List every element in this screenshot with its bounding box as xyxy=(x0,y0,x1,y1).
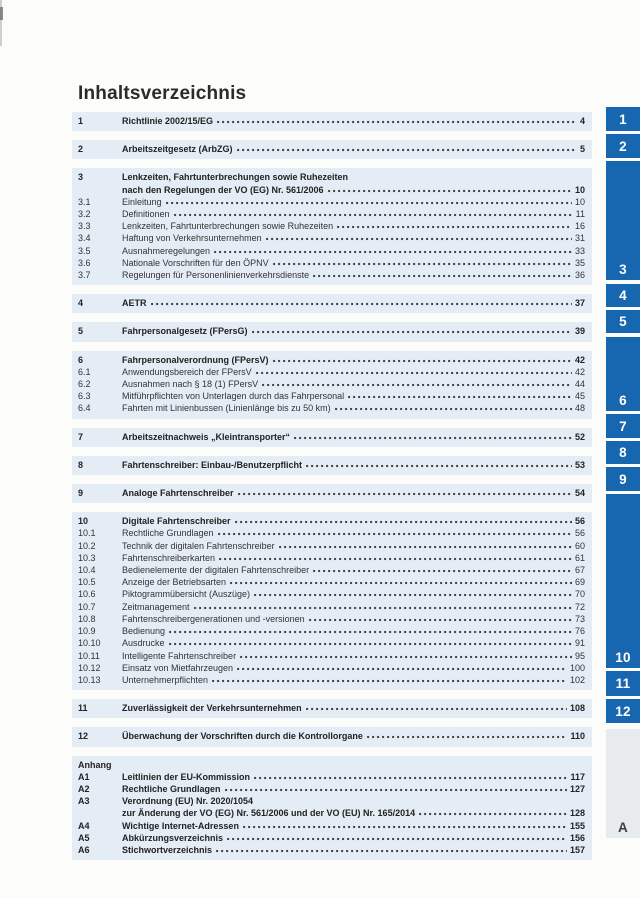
entry-number: 3.4 xyxy=(78,233,91,244)
entry-title: Lenkzeiten, Fahrtunterbrechungen sowie Ruhezeiten xyxy=(122,172,349,183)
toc-entry xyxy=(78,613,585,625)
dot-leader xyxy=(212,674,567,683)
entry-number: 10 xyxy=(78,516,89,527)
toc-entry xyxy=(78,171,585,183)
thumb-tab-7: 7 xyxy=(606,414,640,438)
dot-leader xyxy=(337,220,572,229)
toc-entry xyxy=(78,354,585,366)
toc-entry xyxy=(78,366,585,378)
entry-number: 12 xyxy=(78,731,89,742)
entry-title: Technik der digitalen Fahrtenschreiber xyxy=(122,540,275,551)
entry-title: Haftung von Verkehrsunternehmen xyxy=(122,233,262,244)
thumb-tab-3: 3 xyxy=(606,161,640,280)
entry-page-number: 127 xyxy=(569,783,585,794)
toc-entry xyxy=(78,820,585,832)
dot-leader xyxy=(254,771,567,780)
entry-page-number: 60 xyxy=(574,540,585,551)
entry-title: Bedienelemente der digitalen Fahrtenschreiber xyxy=(122,565,310,576)
entry-number: A3 xyxy=(78,796,90,807)
entry-page-number: 56 xyxy=(574,528,585,539)
dot-leader xyxy=(225,783,567,792)
dot-leader xyxy=(238,487,572,496)
entry-title: Piktogrammübersicht (Auszüge) xyxy=(122,589,251,600)
toc-group xyxy=(72,322,592,341)
entry-page-number: 10 xyxy=(574,184,585,195)
entry-page-number: 157 xyxy=(569,844,585,855)
toc-entry xyxy=(78,515,585,527)
toc-group xyxy=(72,512,592,690)
entry-title: Leitlinien der EU-Kommission xyxy=(122,771,251,782)
entry-title: Fahrtenschreibergenerationen und -versionen xyxy=(122,613,305,624)
toc-entry xyxy=(78,431,585,443)
entry-number: 10.8 xyxy=(78,613,96,624)
thumb-tab-9: 9 xyxy=(606,467,640,491)
entry-title: Ausnahmen nach § 18 (1) FPersV xyxy=(122,379,259,390)
toc-group xyxy=(72,727,592,746)
entry-page-number: 108 xyxy=(569,703,585,714)
entry-number: 10.2 xyxy=(78,540,96,551)
entry-number: 10.3 xyxy=(78,552,96,563)
entry-title: Anzeige der Betriebsarten xyxy=(122,577,227,588)
entry-title: Mitführpflichten von Unterlagen durch das Fahrpersonal xyxy=(122,391,345,402)
entry-page-number: 72 xyxy=(574,601,585,612)
dot-leader xyxy=(214,245,572,254)
section-heading-label: Anhang xyxy=(78,759,112,770)
entry-number: 6.2 xyxy=(78,379,91,390)
entry-title: Intelligente Fahrtenschreiber xyxy=(122,650,237,661)
entry-page-number: 39 xyxy=(574,326,585,337)
entry-title: AETR xyxy=(122,298,147,309)
entry-title: Digitale Fahrtenschreiber xyxy=(122,516,231,527)
entry-page-number: 45 xyxy=(574,391,585,402)
dot-leader xyxy=(169,625,572,634)
entry-title: Fahrtenschreiber: Einbau-/Benutzerpflicht xyxy=(122,459,303,470)
toc-entry xyxy=(78,662,585,674)
thumb-tab-A: A xyxy=(606,729,640,838)
thumb-tab-10: 10 xyxy=(606,494,640,668)
entry-number: A1 xyxy=(78,771,90,782)
toc-group xyxy=(72,484,592,503)
toc-entry xyxy=(78,184,585,196)
entry-number: 3.3 xyxy=(78,221,91,232)
toc-group xyxy=(72,756,592,861)
dot-leader xyxy=(216,844,567,853)
entry-page-number: 36 xyxy=(574,270,585,281)
dot-leader xyxy=(266,232,572,241)
entry-page-number: 69 xyxy=(574,577,585,588)
toc-entry xyxy=(78,220,585,232)
dot-leader xyxy=(254,588,572,597)
dot-leader xyxy=(294,431,572,440)
entry-page-number: 4 xyxy=(579,116,585,126)
entry-number: 10.12 xyxy=(78,662,101,673)
toc-entry xyxy=(78,637,585,649)
entry-title: Fahrtenschreiberkarten xyxy=(122,552,216,563)
dot-leader xyxy=(367,730,568,739)
dot-leader xyxy=(309,613,572,622)
entry-number: 3.7 xyxy=(78,270,91,281)
entry-title: Fahrpersonalverordnung (FPersV) xyxy=(122,354,269,365)
entry-page-number: 42 xyxy=(574,354,585,365)
toc-entry xyxy=(78,196,585,208)
entry-number: 10.4 xyxy=(78,565,96,576)
toc-entry xyxy=(78,402,585,414)
dot-leader xyxy=(306,702,567,711)
entry-number: 10.1 xyxy=(78,528,96,539)
toc-entry xyxy=(78,378,585,390)
entry-page-number: 102 xyxy=(569,674,585,685)
dot-leader xyxy=(348,390,572,399)
dot-leader xyxy=(243,820,567,829)
entry-title: Fahrpersonalgesetz (FPersG) xyxy=(122,326,248,337)
toc-entry xyxy=(78,297,585,309)
dot-leader xyxy=(273,354,572,363)
dot-leader xyxy=(151,297,572,306)
entry-page-number: 61 xyxy=(574,552,585,563)
entry-title: Fahrten mit Linienbussen (Linienlänge bis zu 50 km) xyxy=(122,403,331,414)
entry-number: 10.10 xyxy=(78,638,101,649)
entry-title: Rechtliche Grundlagen xyxy=(122,783,221,794)
entry-page-number: 16 xyxy=(574,221,585,232)
toc-entry xyxy=(78,625,585,637)
toc-group xyxy=(72,112,592,131)
entry-page-number: 155 xyxy=(569,820,585,831)
table-of-contents xyxy=(72,112,592,860)
toc-entry xyxy=(78,730,585,742)
dot-leader xyxy=(169,637,572,646)
entry-page-number: 110 xyxy=(570,731,585,742)
entry-number: 6 xyxy=(78,354,84,365)
entry-number: 10.5 xyxy=(78,577,96,588)
dot-leader xyxy=(235,515,572,524)
dot-leader xyxy=(194,601,572,610)
entry-number: 3.2 xyxy=(78,209,91,220)
toc-entry xyxy=(78,325,585,337)
entry-title: Einleitung xyxy=(122,196,162,207)
dot-leader xyxy=(240,650,572,659)
entry-number: 6.1 xyxy=(78,366,91,377)
thumb-tab-4: 4 xyxy=(606,284,640,307)
entry-page-number: 42 xyxy=(574,366,585,377)
toc-entry xyxy=(78,601,585,613)
entry-page-number: 128 xyxy=(569,808,585,819)
entry-number: 7 xyxy=(78,431,84,442)
dot-leader xyxy=(219,552,572,561)
thumb-tab-11: 11 xyxy=(606,671,640,696)
entry-title: Wichtige Internet-Adressen xyxy=(122,820,239,831)
toc-group xyxy=(72,140,592,159)
entry-title: Nationale Vorschriften für den ÖPNV xyxy=(122,257,269,268)
entry-page-number: 70 xyxy=(574,589,585,600)
entry-number: A6 xyxy=(78,844,90,855)
dot-leader xyxy=(252,325,572,334)
toc-section-heading xyxy=(78,759,585,771)
entry-title: Arbeitszeitnachweis „Kleintransporter“ xyxy=(122,431,291,442)
entry-page-number: 76 xyxy=(574,626,585,637)
entry-title: Regelungen für Personenlinienverkehrsdienste xyxy=(122,270,310,281)
toc-group xyxy=(72,351,592,419)
toc-group xyxy=(72,294,592,313)
entry-page-number: 91 xyxy=(574,638,585,649)
entry-page-number: 56 xyxy=(574,516,585,527)
entry-title: Definitionen xyxy=(122,209,170,220)
toc-entry xyxy=(78,540,585,552)
dot-leader xyxy=(328,184,572,193)
toc-entry xyxy=(78,208,585,220)
entry-title: Bedienung xyxy=(122,626,166,637)
entry-number: 3.1 xyxy=(78,196,91,207)
toc-entry xyxy=(78,552,585,564)
dot-leader xyxy=(313,269,572,278)
thumb-tab-8: 8 xyxy=(606,441,640,464)
thumb-tab-2: 2 xyxy=(606,134,640,158)
dot-leader xyxy=(279,540,572,549)
entry-number: 10.7 xyxy=(78,601,96,612)
toc-entry xyxy=(78,257,585,269)
toc-entry xyxy=(78,783,585,795)
scan-smudge xyxy=(0,7,3,20)
entry-page-number: 117 xyxy=(570,771,585,782)
entry-number: 3.6 xyxy=(78,257,91,268)
toc-entry xyxy=(78,245,585,257)
dot-leader xyxy=(166,196,572,205)
entry-title: Abkürzungsverzeichnis xyxy=(122,832,224,843)
entry-title: Analoge Fahrtenschreiber xyxy=(122,488,234,499)
toc-entry xyxy=(78,527,585,539)
entry-number: 1 xyxy=(78,116,84,126)
entry-title: Arbeitszeitgesetz (ArbZG) xyxy=(122,144,233,155)
entry-title: Ausdrucke xyxy=(122,638,165,649)
toc-entry xyxy=(78,832,585,844)
entry-title: Anwendungsbereich der FPersV xyxy=(122,366,252,377)
dot-leader xyxy=(227,832,567,841)
entry-page-number: 73 xyxy=(574,613,585,624)
dot-leader xyxy=(230,576,572,585)
dot-leader xyxy=(237,662,567,671)
entry-page-number: 53 xyxy=(574,459,585,470)
entry-number: 3 xyxy=(78,172,84,183)
entry-title: Richtlinie 2002/15/EG xyxy=(122,116,214,126)
entry-page-number: 100 xyxy=(569,662,585,673)
entry-title: Verordnung (EU) Nr. 2020/1054 xyxy=(122,796,254,807)
toc-entry xyxy=(78,702,585,714)
entry-page-number: 95 xyxy=(574,650,585,661)
toc-entry xyxy=(78,232,585,244)
entry-number: 6.3 xyxy=(78,391,91,402)
entry-title: Zuverlässigkeit der Verkehrsunternehmen xyxy=(122,703,302,714)
entry-page-number: 31 xyxy=(574,233,585,244)
entry-number: 10.9 xyxy=(78,626,96,637)
entry-title: Ausnahmeregelungen xyxy=(122,245,211,256)
toc-entry xyxy=(78,674,585,686)
toc-group xyxy=(72,428,592,447)
toc-group xyxy=(72,699,592,718)
entry-page-number: 33 xyxy=(574,245,585,256)
entry-page-number: 5 xyxy=(579,144,585,155)
toc-entry xyxy=(78,269,585,281)
dot-leader xyxy=(335,402,572,411)
entry-number: 10.11 xyxy=(78,650,100,661)
toc-entry xyxy=(78,588,585,600)
thumb-tab-1: 1 xyxy=(606,107,640,131)
toc-entry xyxy=(78,576,585,588)
entry-title: Unternehmerpflichten xyxy=(122,674,209,685)
entry-number: A5 xyxy=(78,832,90,843)
toc-entry xyxy=(78,564,585,576)
dot-leader xyxy=(218,527,572,536)
dot-leader xyxy=(273,257,572,266)
entry-number: 6.4 xyxy=(78,403,91,414)
entry-page-number: 37 xyxy=(574,298,585,309)
toc-entry xyxy=(78,459,585,471)
toc-entry xyxy=(78,390,585,402)
entry-page-number: 10 xyxy=(574,196,585,207)
toc-entry xyxy=(78,795,585,807)
entry-page-number: 52 xyxy=(574,431,585,442)
entry-number: 10.6 xyxy=(78,589,96,600)
entry-title: zur Änderung der VO (EG) Nr. 561/2006 und der VO (EU) Nr. 165/2014 xyxy=(122,808,416,819)
toc-entry xyxy=(78,143,585,155)
entry-title: Stichwortverzeichnis xyxy=(122,844,213,855)
toc-content xyxy=(72,84,592,869)
dot-leader xyxy=(174,208,573,217)
entry-page-number: 11 xyxy=(575,209,585,220)
entry-title: nach den Regelungen der VO (EG) Nr. 561/2006 xyxy=(122,184,324,195)
page-title: Inhaltsverzeichnis xyxy=(78,83,247,104)
entry-number: 5 xyxy=(78,326,84,337)
entry-title: Lenkzeiten, Fahrtunterbrechungen sowie Ruhezeiten xyxy=(122,221,334,232)
toc-entry xyxy=(78,650,585,662)
entry-number: 10.13 xyxy=(78,674,101,685)
toc-entry xyxy=(78,807,585,819)
dot-leader xyxy=(256,366,572,375)
entry-page-number: 48 xyxy=(574,403,585,414)
toc-entry xyxy=(78,115,585,127)
entry-number: 2 xyxy=(78,144,84,155)
dot-leader xyxy=(306,459,572,468)
dot-leader xyxy=(237,143,577,152)
toc-entry xyxy=(78,844,585,856)
entry-number: 11 xyxy=(78,703,88,714)
entry-page-number: 67 xyxy=(574,565,585,576)
entry-title: Einsatz von Mietfahrzeugen xyxy=(122,662,234,673)
entry-page-number: 54 xyxy=(574,488,585,499)
thumb-tab-6: 6 xyxy=(606,337,640,411)
entry-title: Zeitmanagement xyxy=(122,601,190,612)
entry-number: 3.5 xyxy=(78,245,91,256)
entry-number: 9 xyxy=(78,488,84,499)
entry-number: 8 xyxy=(78,459,84,470)
entry-number: A2 xyxy=(78,783,90,794)
thumb-tab-12: 12 xyxy=(606,699,640,723)
entry-title: Rechtliche Grundlagen xyxy=(122,528,214,539)
thumb-tab-5: 5 xyxy=(606,310,640,333)
entry-page-number: 44 xyxy=(574,379,585,390)
entry-number: A4 xyxy=(78,820,90,831)
entry-number: 4 xyxy=(78,298,84,309)
entry-title: Überwachung der Vorschriften durch die Kontrollorgane xyxy=(122,731,363,742)
entry-page-number: 156 xyxy=(569,832,585,843)
dot-leader xyxy=(313,564,572,573)
toc-group xyxy=(72,168,592,285)
toc-group xyxy=(72,456,592,475)
dot-leader xyxy=(419,807,567,816)
toc-entry xyxy=(78,771,585,783)
toc-entry xyxy=(78,487,585,499)
dot-leader xyxy=(217,115,577,124)
entry-page-number: 35 xyxy=(574,257,585,268)
dot-leader xyxy=(262,378,572,387)
